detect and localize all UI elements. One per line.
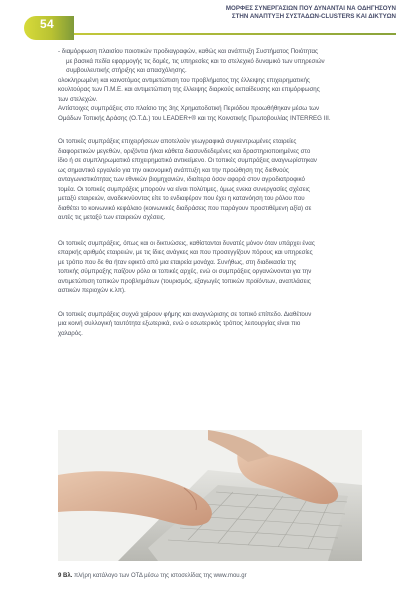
text-line: μεταξύ εταιρειών, αναδεικνύοντας είτε το ενδιαφέρον που έχει η κατανόηση του ρόλου που [58,195,305,202]
paragraph-clusters-conditions [58,239,394,296]
text-line: των στελεχών. [58,95,98,103]
paragraph-clusters-definition [58,137,394,223]
text-line: αντιμετώπιση τοπικών προβλημάτων (τουρισμός, εξαγωγές τοπικών προϊόντων, αναπλάσεις [58,277,311,285]
text-line: Οι τοπικές συμπράξεις συχνά χαίρουν φήμης και αναγνώρισης σε τοπικό επίπεδο. Διαθέτουν [58,310,312,318]
page-number: 54 [40,17,54,31]
text-line: με βασικά πεδία εφαρμογής τις δομές, τις υπηρεσίες και το στελεχικό δυναμικό των υπηρεσιών [66,57,325,65]
footnote-ref: 9 Βλ. [58,573,73,579]
text-line: ίδιο ή σε συμπληρωματικό επιχειρηματικό αντικείμενο. Οι τοπικές συμπράξεις αναγνωρίστηκαν [58,157,317,164]
text-line: Οι τοπικές συμπράξεις επιχειρήσεων αποτελούν γεωγραφικά συγκεντρωμένες εταιρείες [58,138,297,145]
text-line: ως σημαντικό εργαλείο για την οικονομική ανάπτυξη και την προώθηση της διεθνούς [58,166,289,174]
text-line: διαθέτει το κοινωνικό κεφάλαιο (κοινωνικές διαδράσεις που παράγουν προστιθέμενη αξία) σε [58,204,312,212]
footnote [58,573,394,579]
text-line: συμβουλευτικής στήριξης και απασχόλησης. [66,67,187,74]
text-line: τομέα. Οι τοπικές συμπράξεις μπορούν να είναι πολύτιμες, όμως ενεκα συνεργασίες σχέσεις [58,185,310,193]
chapter-title [226,5,396,21]
text-line: χαλαρός. [58,329,83,337]
laptop-typing-illustration [58,430,362,561]
text-line: Αντίστοιχες συμπράξεις στο πλαίσιο της 3ης Χρηματοδοτική Περιόδου προωθήθηκαν μέσω των [58,105,320,112]
laptop-typing-photo [58,430,362,561]
text-line: Οι τοπικές συμπράξεις, όπως και οι δικτυώσεις, καθίστανται δυνατές μόνον όταν υπάρχει ένας [58,239,315,247]
chapter-title-line-1: ΜΟΡΦΕΣ ΣΥΝΕΡΓΑΣΙΩΝ ΠΟΥ ΔΥΝΑΝΤΑΙ ΝΑ ΟΔΗΓΗΣΟΥΝ [225,5,396,12]
body-text [58,47,394,338]
text-line: ανταγωνιστικότητας των εθνικών βιομηχανιών, ιδιαίτερα όσον αφορά στον αγροδιατροφικό [58,176,305,183]
text-line: - διαμόρφωση πλαισίου ποιοτικών προδιαγραφών, καθώς και ανάπτυξη Συστήματος Ποιότητας [58,48,319,55]
text-line: διαφορετικών μεγεθών, οριζόντια ή/και κάθετα διασυνδεδεμένες και δραστηριοποιημένες στο [58,147,311,155]
text-line: τοπικής σύμπραξης παίζουν ρόλο οι τοπικές αρχές, ενώ οι συμπράξεις οργανώνονται για την [58,268,312,275]
page-header [0,0,420,46]
text-line: κουλτούρας των Π.Μ.Ε. και αντιμετώπιση της έλλειψης διαρκούς εκπαίδευσης και επιμόρφωσης [58,86,320,93]
paragraph-clusters-identity [58,310,394,339]
text-line: με τρόπο που δε θα ήταν εφικτό από μια εταιρεία μονάχα. Συνήθως, στη διαδικασία της [58,258,297,266]
chapter-title-line-2: ΣΤΗΝ ΑΝΑΠΤΥΞΗ ΣΥΣΤΑΔΩΝ-CLUSTERS ΚΑΙ ΔΙΚΤΥΩΝ [231,13,396,20]
text-line: αστικών περιοχών κ.λπ). [58,287,126,294]
text-line: επαρκής αριθμός εταιρειών, με τις ίδιες ανάγκες και που προσεγγίζουν πόρους και υπηρεσίες [58,249,313,256]
text-line: ολοκληρωμένη και καινοτόμος αντιμετώπιση του προβλήματος της έλλειψης επιχειρηματικής [58,76,310,84]
text-line: αυτές τις μεταξύ των εταιρειών σχέσεις. [58,214,166,221]
text-line: μια κοινή συλλογική ταυτότητα εξωτερικά, ενώ ο εσωτερικός τρόπος λειτουργίας είναι πιο [58,320,301,327]
header-rule [74,33,396,35]
footnote-text: πλήρη κατάλογο των ΟΤΔ μέσω της ιστοσελίδας της www.mou.gr [74,573,247,579]
text-line: Ομάδων Τοπικής Δράσης (Ο.Τ.Δ.) του LEADER+® και της Κοινοτικής Πρωτοβουλίας INTERREG III. [58,114,331,122]
